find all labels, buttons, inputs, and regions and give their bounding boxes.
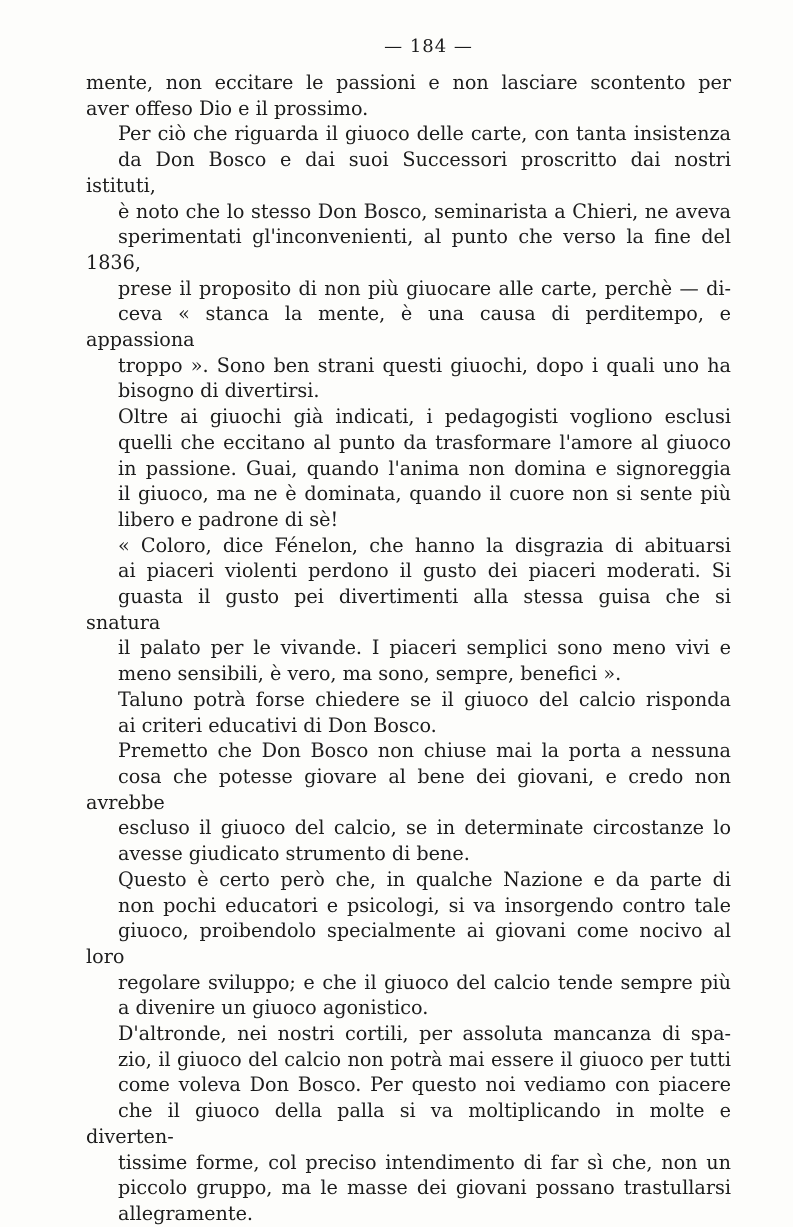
paragraph	[86, 121, 731, 404]
text-line: ai criteri educativi di Don Bosco.	[118, 713, 437, 737]
text-line: ceva « stanca la mente, è una causa di perditempo, e appassiona	[86, 302, 731, 352]
text-line: il palato per le vivande. I piaceri semplici sono meno vivi e	[118, 636, 731, 660]
text-line: Per ciò che riguarda il giuoco delle carte, con tanta insistenza	[118, 122, 731, 146]
text-line: avesse giudicato strumento di bene.	[118, 842, 470, 866]
text-line: il giuoco, ma ne è dominata, quando il cuore non si sente più	[118, 482, 731, 506]
text-line: cosa che potesse giovare al bene dei giovani, e credo non avrebbe	[86, 764, 731, 814]
text-line: zio, il giuoco del calcio non potrà mai essere il giuoco per tutti	[118, 1047, 731, 1071]
text-line: mente, non eccitare le passioni e non lasciare scontento per	[86, 71, 731, 94]
text-line: da Don Bosco e dai suoi Successori proscritto dai nostri istituti,	[86, 148, 731, 197]
text-line: bisogno di divertirsi.	[118, 379, 320, 403]
text-line: quelli che eccitano al punto da trasformare l'amore al giuoco	[118, 430, 731, 454]
text-line: prese il proposito di non più giuocare alle carte, perchè — di-	[118, 276, 731, 300]
text-line: meno sensibili, è vero, ma sono, sempre, benefici ».	[118, 662, 622, 686]
text-line: in passione. Guai, quando l'anima non domina e signoreggia	[118, 456, 731, 480]
text-line: a divenire un giuoco agonistico.	[118, 996, 429, 1020]
paragraph	[86, 687, 731, 738]
text-line: tissime forme, col preciso intendimento di far sì che, non un	[118, 1150, 731, 1174]
text-line: Questo è certo però che, in qualche Nazione e da parte di	[118, 867, 731, 891]
text-line: aver offeso Dio e il prossimo.	[86, 96, 369, 120]
text-line: è noto che lo stesso Don Bosco, seminarista a Chieri, ne aveva	[118, 199, 731, 223]
text-line: libero e padrone di sè!	[118, 507, 339, 531]
paragraph	[86, 70, 731, 121]
text-line: come voleva Don Bosco. Per questo noi vediamo con piacere	[118, 1073, 731, 1097]
text-line: sperimentati gl'inconvenienti, al punto che verso la fine del 1836,	[86, 225, 731, 274]
paragraph	[86, 1021, 731, 1227]
paragraph	[86, 738, 731, 867]
page-number: — 184 —	[384, 36, 473, 57]
body-text	[86, 70, 731, 1227]
text-line: Taluno potrà forse chiedere se il giuoco del calcio risponda	[118, 687, 731, 711]
text-line: D'altronde, nei nostri cortili, per assoluta mancanza di spa-	[118, 1022, 731, 1046]
text-line: Premetto che Don Bosco non chiuse mai la porta a nessuna	[118, 739, 731, 763]
text-line: che il giuoco della palla si va moltiplicando in molte e diverten-	[86, 1099, 731, 1148]
text-line: guasta il gusto pei divertimenti alla stessa guisa che si snatura	[86, 585, 731, 634]
text-line: ai piaceri violenti perdono il gusto dei piaceri moderati. Si	[118, 559, 731, 583]
text-line: piccolo gruppo, ma le masse dei giovani possano trastullarsi	[118, 1176, 731, 1200]
text-line: « Coloro, dice Fénelon, che hanno la disgrazia di abituarsi	[118, 533, 731, 557]
text-line: escluso il giuoco del calcio, se in determinate circostanze lo	[118, 816, 731, 840]
paragraph	[86, 867, 731, 1021]
paragraph	[86, 404, 731, 533]
text-line: troppo ». Sono ben strani questi giuochi, dopo i quali uno ha	[118, 353, 731, 377]
text-line: giuoco, proibendolo specialmente ai giovani come nocivo al loro	[86, 919, 731, 968]
text-line: non pochi educatori e psicologi, si va insorgendo contro tale	[118, 893, 731, 917]
text-line: allegramente.	[118, 1201, 254, 1225]
text-line: Oltre ai giuochi già indicati, i pedagogisti vogliono esclusi	[118, 405, 731, 429]
paragraph	[86, 533, 731, 687]
text-line: regolare sviluppo; e che il giuoco del calcio tende sempre più	[118, 970, 731, 994]
